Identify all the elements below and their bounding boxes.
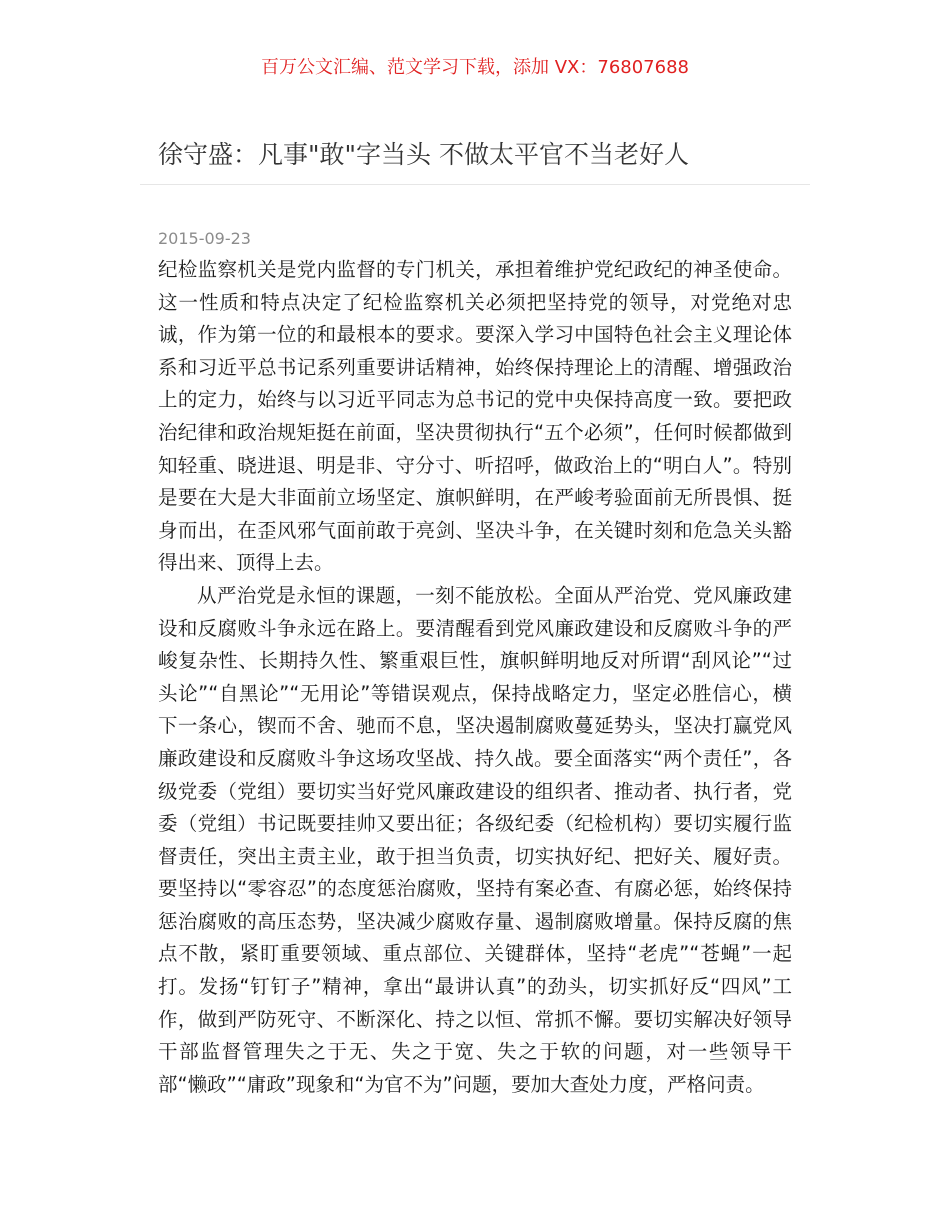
article-paragraph: 从严治党是永恒的课题，一刻不能放松。全面从严治党、党风廉政建设和反腐败斗争永远在路上。要清醒看到党风廉政建设和反腐败斗争的严峻复杂性、长期持久性、繁重艰巨性，旗帜鲜明地反对所谓“刮风论”“过头论”“自黑论”“无用论”等错误观点，保持战略定力，坚定必胜信心，横下一条心，锲而不舍、驰而不息，坚决遏制腐败蔓延势头，坚决打赢党风廉政建设和反腐败斗争这场攻坚战、持久战。要全面落实“两个责任”，各级党委（党组）要切实当好党风廉政建设的组织者、推动者、执行者，党委（党组）书记既要挂帅又要出征；各级纪委（纪检机构）要切实履行监督责任，突出主责主业，敢于担当负责，切实执好纪、把好关、履好责。要坚持以“零容忍”的态度惩治腐败，坚持有案必查、有腐必惩，始终保持惩治腐败的高压态势，坚决减少腐败存量、遏制腐败增量。保持反腐的焦点不散，紧盯重要领域、重点部位、关键群体，坚持“老虎”“苍蝇”一起打。发扬“钉钉子”精神，拿出“最讲认真”的劲头，切实抓好反“四风”工作，做到严防死守、不断深化、持之以恒、常抓不懈。要切实解决好领导干部监督管理失之于无、失之于宽、失之于软的问题，对一些领导干部“懒政”“庸政”现象和“为官不为”问题，要加大查处力度，严格问责。 xyxy=(158,583,792,1096)
title-divider xyxy=(140,184,810,185)
article-body xyxy=(158,254,792,1101)
download-banner: 百万公文汇编、范文学习下载，添加 VX：76807688 xyxy=(261,57,689,78)
publish-date: 2015-09-23 xyxy=(158,229,251,248)
article-title: 徐守盛：凡事"敢"字当头 不做太平官不当老好人 xyxy=(158,140,689,169)
article-paragraph: 纪检监察机关是党内监督的专门机关，承担着维护党纪政纪的神圣使命。这一性质和特点决定了纪检监察机关必须把坚持党的领导，对党绝对忠诚，作为第一位的和最根本的要求。要深入学习中国特色社会主义理论体系和习近平总书记系列重要讲话精神，始终保持理论上的清醒、增强政治上的定力，始终与以习近平同志为总书记的党中央保持高度一致。要把政治纪律和政治规矩挺在前面，坚决贯彻执行“五个必须”，任何时候都做到知轻重、晓进退、明是非、守分寸、听招呼，做政治上的“明白人”。特别是要在大是大非面前立场坚定、旗帜鲜明，在严峻考验面前无所畏惧、挺身而出，在歪风邪气面前敢于亮剑、坚决斗争，在关键时刻和危急关头豁得出来、顶得上去。 xyxy=(158,258,792,575)
